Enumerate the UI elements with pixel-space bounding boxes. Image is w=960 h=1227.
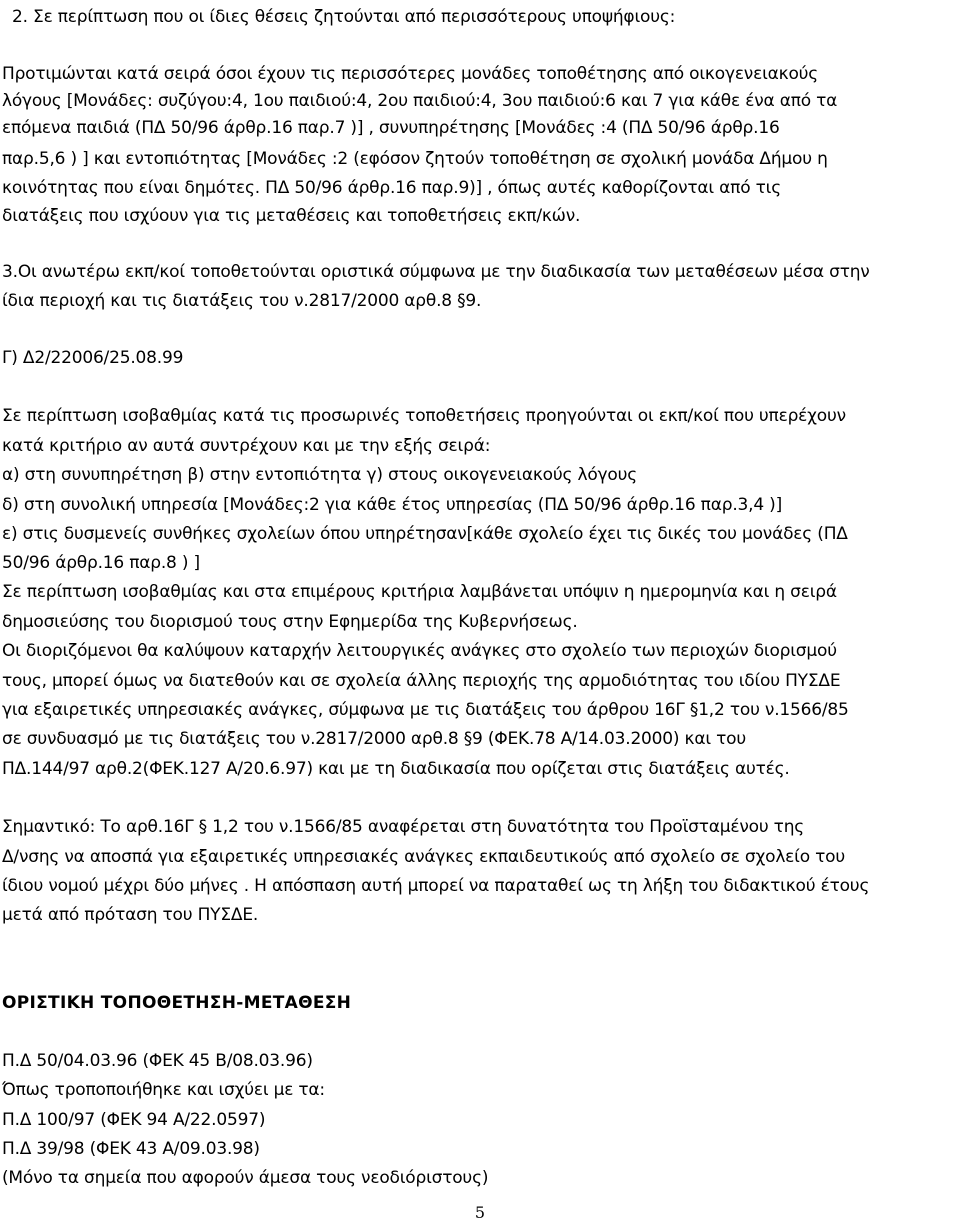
text-line: Σε περίπτωση ισοβαθμίας και στα επιμέρους κριτήρια λαμβάνεται υπόψιν η ημερομηνία και η σειρά xyxy=(2,582,837,602)
text-line: (Μόνο τα σημεία που αφορούν άμεσα τους νεοδιόριστους) xyxy=(2,1168,489,1188)
text-line: Όπως τροποποιήθηκε και ισχύει με τα: xyxy=(2,1080,325,1100)
text-line: Π.Δ 50/04.03.96 (ΦΕΚ 45 Β/08.03.96) xyxy=(2,1051,313,1071)
text-line: για εξαιρετικές υπηρεσιακές ανάγκες, σύμφωνα με τις διατάξεις του άρθρου 16Γ §1,2 του ν.1566/85 xyxy=(2,700,849,720)
text-line: 3.Οι ανωτέρω εκπ/κοί τοποθετούνται οριστικά σύμφωνα με την διαδικασία των μεταθέσεων μέσα στην xyxy=(2,262,870,282)
text-line: παρ.5,6 ) ] και εντοπιότητας [Μονάδες :2 (εφόσον ζητούν τοποθέτηση σε σχολική μονάδα Δήμου η xyxy=(2,149,828,169)
text-line: ε) στις δυσμενείς συνθήκες σχολείων όπου υπηρέτησαν[κάθε σχολείο έχει τις δικές του μονάδες (ΠΔ xyxy=(2,524,848,544)
section-heading: ΟΡΙΣΤΙΚΗ ΤΟΠΟΘΕΤΗΣΗ-ΜΕΤΑΘΕΣΗ xyxy=(2,993,352,1013)
text-line: Π.Δ 100/97 (ΦΕΚ 94 Α/22.0597) xyxy=(2,1110,266,1130)
text-line: κοινότητας που είναι δημότες. ΠΔ 50/96 άρθρ.16 παρ.9)] , όπως αυτές καθορίζονται από τις xyxy=(2,178,781,198)
text-line: 50/96 άρθρ.16 παρ.8 ) ] xyxy=(2,553,200,573)
text-line: κατά κριτήριο αν αυτά συντρέχουν και με την εξής σειρά: xyxy=(2,436,491,456)
text-line: α) στη συνυπηρέτηση β) στην εντοπιότητα γ) στους οικογενειακούς λόγους xyxy=(2,465,638,485)
text-line: δημοσιεύσης του διορισμού τους στην Εφημερίδα της Κυβερνήσεως. xyxy=(2,612,578,632)
text-line: διατάξεις που ισχύουν για τις μεταθέσεις και τοποθετήσεις εκπ/κών. xyxy=(2,206,581,226)
text-line: Οι διοριζόμενοι θα καλύψουν καταρχήν λειτουργικές ανάγκες στο σχολείο των περιοχών διορισμού xyxy=(2,641,837,661)
text-line: Π.Δ 39/98 (ΦΕΚ 43 Α/09.03.98) xyxy=(2,1139,260,1159)
text-line: Προτιμώνται κατά σειρά όσοι έχουν τις περισσότερες μονάδες τοποθέτησης από οικογενειακούς xyxy=(2,64,819,84)
text-line: Σημαντικό: Το αρθ.16Γ § 1,2 του ν.1566/85 αναφέρεται στη δυνατότητα του Προϊσταμένου της xyxy=(2,817,805,837)
text-line: επόμενα παιδιά (ΠΔ 50/96 άρθρ.16 παρ.7 )] , συνυπηρέτησης [Μονάδες :4 (ΠΔ 50/96 άρθρ.16 xyxy=(2,118,780,138)
text-line: σε συνδυασμό με τις διατάξεις του ν.2817/2000 αρθ.8 §9 (ΦΕΚ.78 Α/14.03.2000) και του xyxy=(2,729,746,749)
text-line: λόγους [Μονάδες: συζύγου:4, 1ου παιδιού:4, 2ου παιδιού:4, 3ου παιδιού:6 και 7 για κάθε ένα από τα xyxy=(2,91,838,111)
text-line: τους, μπορεί όμως να διατεθούν και σε σχολεία άλλης περιοχής της αρμοδιότητας του ιδίου ΠΥΣΔΕ xyxy=(2,671,841,691)
text-line: Σε περίπτωση ισοβαθμίας κατά τις προσωρινές τοποθετήσεις προηγούνται οι εκπ/κοί που υπερέχουν xyxy=(2,406,846,426)
text-line: ΠΔ.144/97 αρθ.2(ΦΕΚ.127 Α/20.6.97) και με τη διαδικασία που ορίζεται στις διατάξεις αυτές. xyxy=(2,759,790,779)
section-reference: Γ) Δ2/22006/25.08.99 xyxy=(2,348,184,368)
text-line: μετά από πρόταση του ΠΥΣΔΕ. xyxy=(2,905,259,925)
page-number: 5 xyxy=(474,1203,486,1222)
text-line: δ) στη συνολική υπηρεσία [Μονάδες:2 για κάθε έτος υπηρεσίας (ΠΔ 50/96 άρθρ.16 παρ.3,4 )] xyxy=(2,495,783,515)
text-line: 2. Σε περίπτωση που οι ίδιες θέσεις ζητούνται από περισσότερους υποψήφιους: xyxy=(12,7,676,27)
text-line: ίδιου νομού μέχρι δύο μήνες . Η απόσπαση αυτή μπορεί να παραταθεί ως τη λήξη του διδακτικού έτους xyxy=(2,876,870,896)
text-line: Δ/νσης να αποσπά για εξαιρετικές υπηρεσιακές ανάγκες εκπαιδευτικούς από σχολείο σε σχολείο του xyxy=(2,847,846,867)
text-line: ίδια περιοχή και τις διατάξεις του ν.2817/2000 αρθ.8 §9. xyxy=(2,291,482,311)
